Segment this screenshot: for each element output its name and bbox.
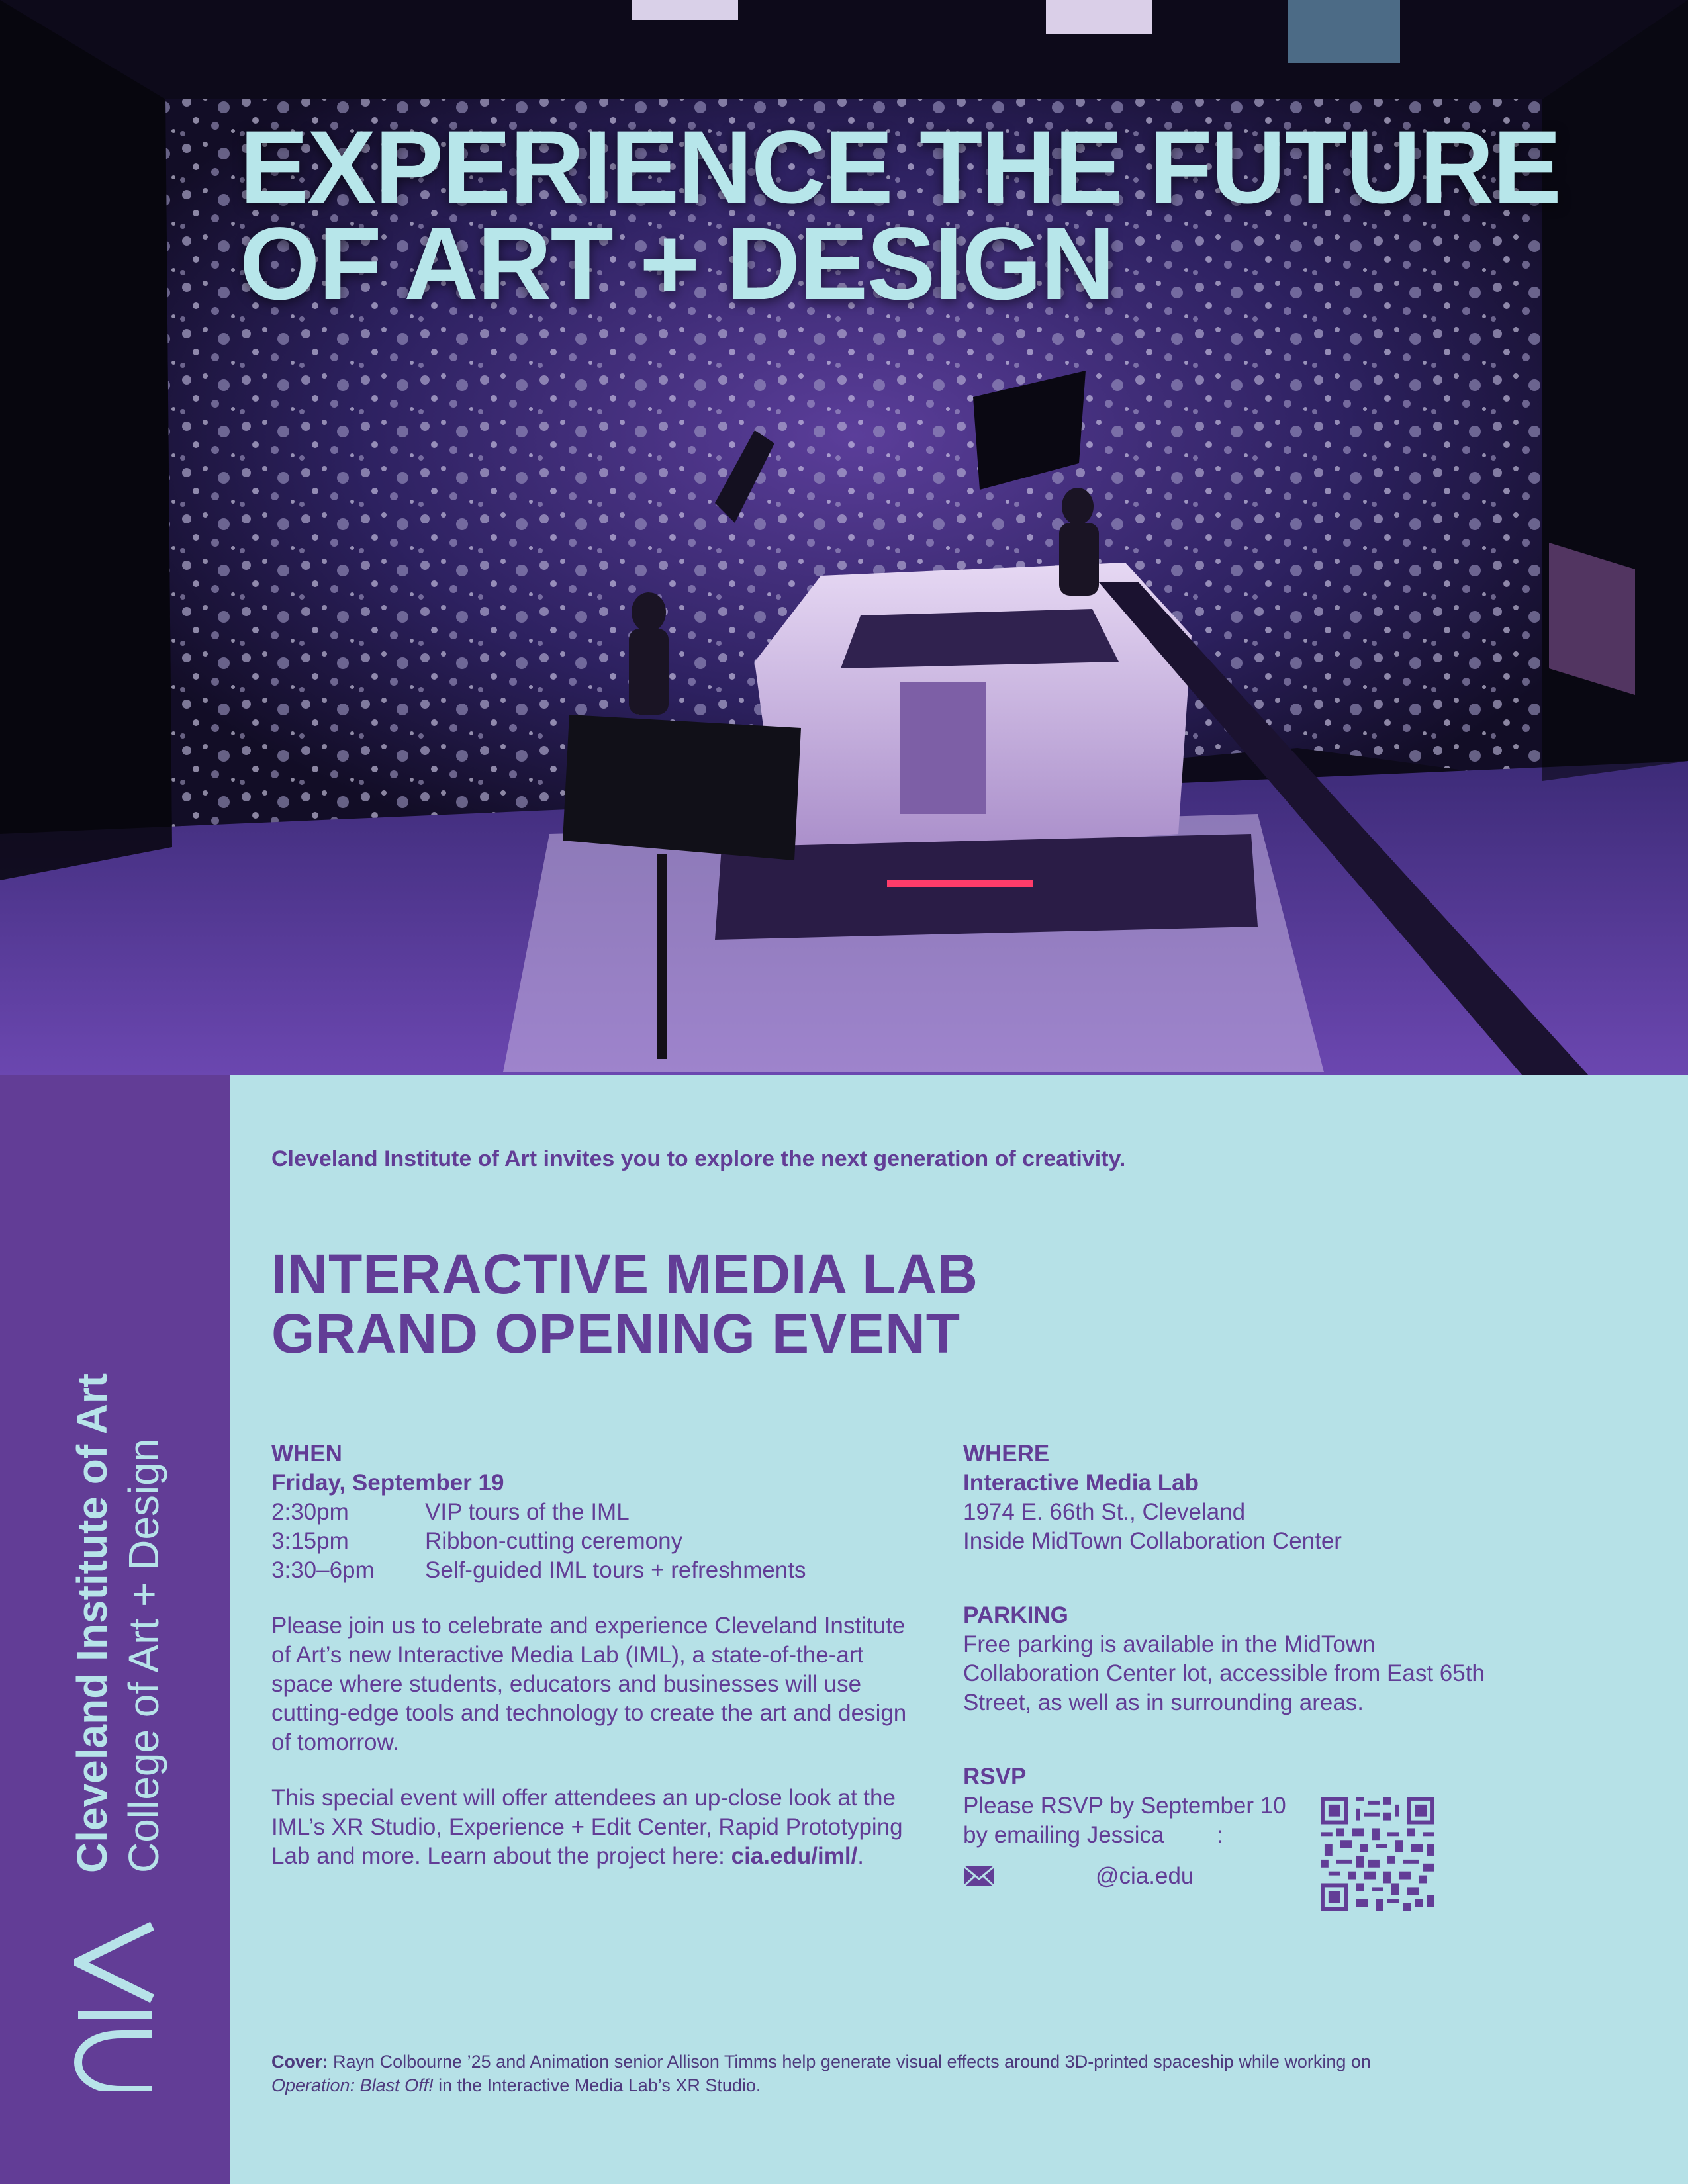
intro-text: Cleveland Institute of Art invites you to explore the next generation of creativity. bbox=[271, 1146, 1126, 1171]
description-paragraph-2-text: This special event will offer attendees an up-close look at the IML’s XR Studio, Experience + Edit Center, Rapid Prototyping Lab and more. Learn about the project here: bbox=[271, 1785, 903, 1869]
schedule-row bbox=[271, 1556, 907, 1585]
brand-tagline: College of Art + Design bbox=[120, 1438, 167, 1873]
qr-code[interactable] bbox=[1321, 1797, 1434, 1911]
rsvp-email[interactable] bbox=[963, 1862, 1625, 1891]
where-label: WHERE bbox=[963, 1441, 1050, 1467]
project-link[interactable]: cia.edu/iml/ bbox=[731, 1843, 858, 1869]
brand-name: Cleveland Institute of Art bbox=[68, 1373, 116, 1873]
parking-text: Free parking is available in the MidTown Collaboration Center lot, accessible from East 65th Street, as well as in surrounding areas. bbox=[963, 1631, 1485, 1715]
cia-logo bbox=[74, 1899, 155, 2091]
parking-label: PARKING bbox=[963, 1602, 1068, 1628]
venue-address: 1974 E. 66th St., Cleveland bbox=[963, 1499, 1246, 1525]
description-paragraph-2-end: . bbox=[857, 1843, 864, 1869]
schedule-activity: VIP tours of the IML bbox=[425, 1499, 630, 1525]
description-paragraph-2 bbox=[271, 1784, 907, 1871]
description-paragraph-1: Please join us to celebrate and experience Cleveland Institute of Art’s new Interactive Media Lab (IML), a state-of-the-art space where students, educators and businesses will use cutting-edge tools and technology to create the art and design of tomorrow. bbox=[271, 1613, 907, 1755]
rsvp-label: RSVP bbox=[963, 1764, 1027, 1790]
headline-line-1: EXPERIENCE THE FUTURE bbox=[240, 110, 1560, 225]
schedule-activity: Self-guided IML tours + refreshments bbox=[425, 1557, 806, 1583]
hero-photo bbox=[0, 0, 1688, 1075]
when-label: WHEN bbox=[271, 1441, 342, 1467]
schedule-row bbox=[271, 1527, 907, 1556]
rsvp-line-1: Please RSVP by September 10 bbox=[963, 1793, 1286, 1819]
rsvp-section bbox=[963, 1762, 1625, 1891]
schedule-time: 2:30pm bbox=[271, 1499, 349, 1525]
project-title: Operation: Blast Off! bbox=[271, 2075, 434, 2095]
venue-name: Interactive Media Lab bbox=[963, 1470, 1199, 1496]
when-column bbox=[271, 1439, 907, 1871]
caption-label: Cover: bbox=[271, 2052, 328, 2071]
event-title-line-2: GRAND OPENING EVENT bbox=[271, 1302, 961, 1365]
cover-caption: Cover: Rayn Colbourne ’25 and Animation senior Allison Timms help generate visual effects around 3D-printed spaceship while working on Operation: Blast Off! in the Interactive Media Lab’s XR Studio. bbox=[271, 2052, 1371, 2095]
event-title-line-1: INTERACTIVE MEDIA LAB bbox=[271, 1243, 978, 1305]
venue-detail: Inside MidTown Collaboration Center bbox=[963, 1528, 1342, 1554]
event-date: Friday, September 19 bbox=[271, 1470, 504, 1496]
headline-line-2: OF ART + DESIGN bbox=[240, 206, 1114, 322]
envelope-icon bbox=[963, 1866, 995, 1887]
schedule-time: 3:30–6pm bbox=[271, 1557, 375, 1583]
event-title bbox=[271, 1244, 978, 1363]
email-address[interactable]: @cia.edu bbox=[1096, 1863, 1194, 1889]
parking-section bbox=[963, 1601, 1625, 1717]
schedule-row bbox=[271, 1498, 907, 1527]
schedule-time: 3:15pm bbox=[271, 1528, 349, 1554]
hero-headline bbox=[240, 110, 1560, 322]
rsvp-line-2: by emailing Jessica : bbox=[963, 1822, 1223, 1848]
where-column bbox=[963, 1439, 1625, 1891]
schedule-activity: Ribbon-cutting ceremony bbox=[425, 1528, 683, 1554]
